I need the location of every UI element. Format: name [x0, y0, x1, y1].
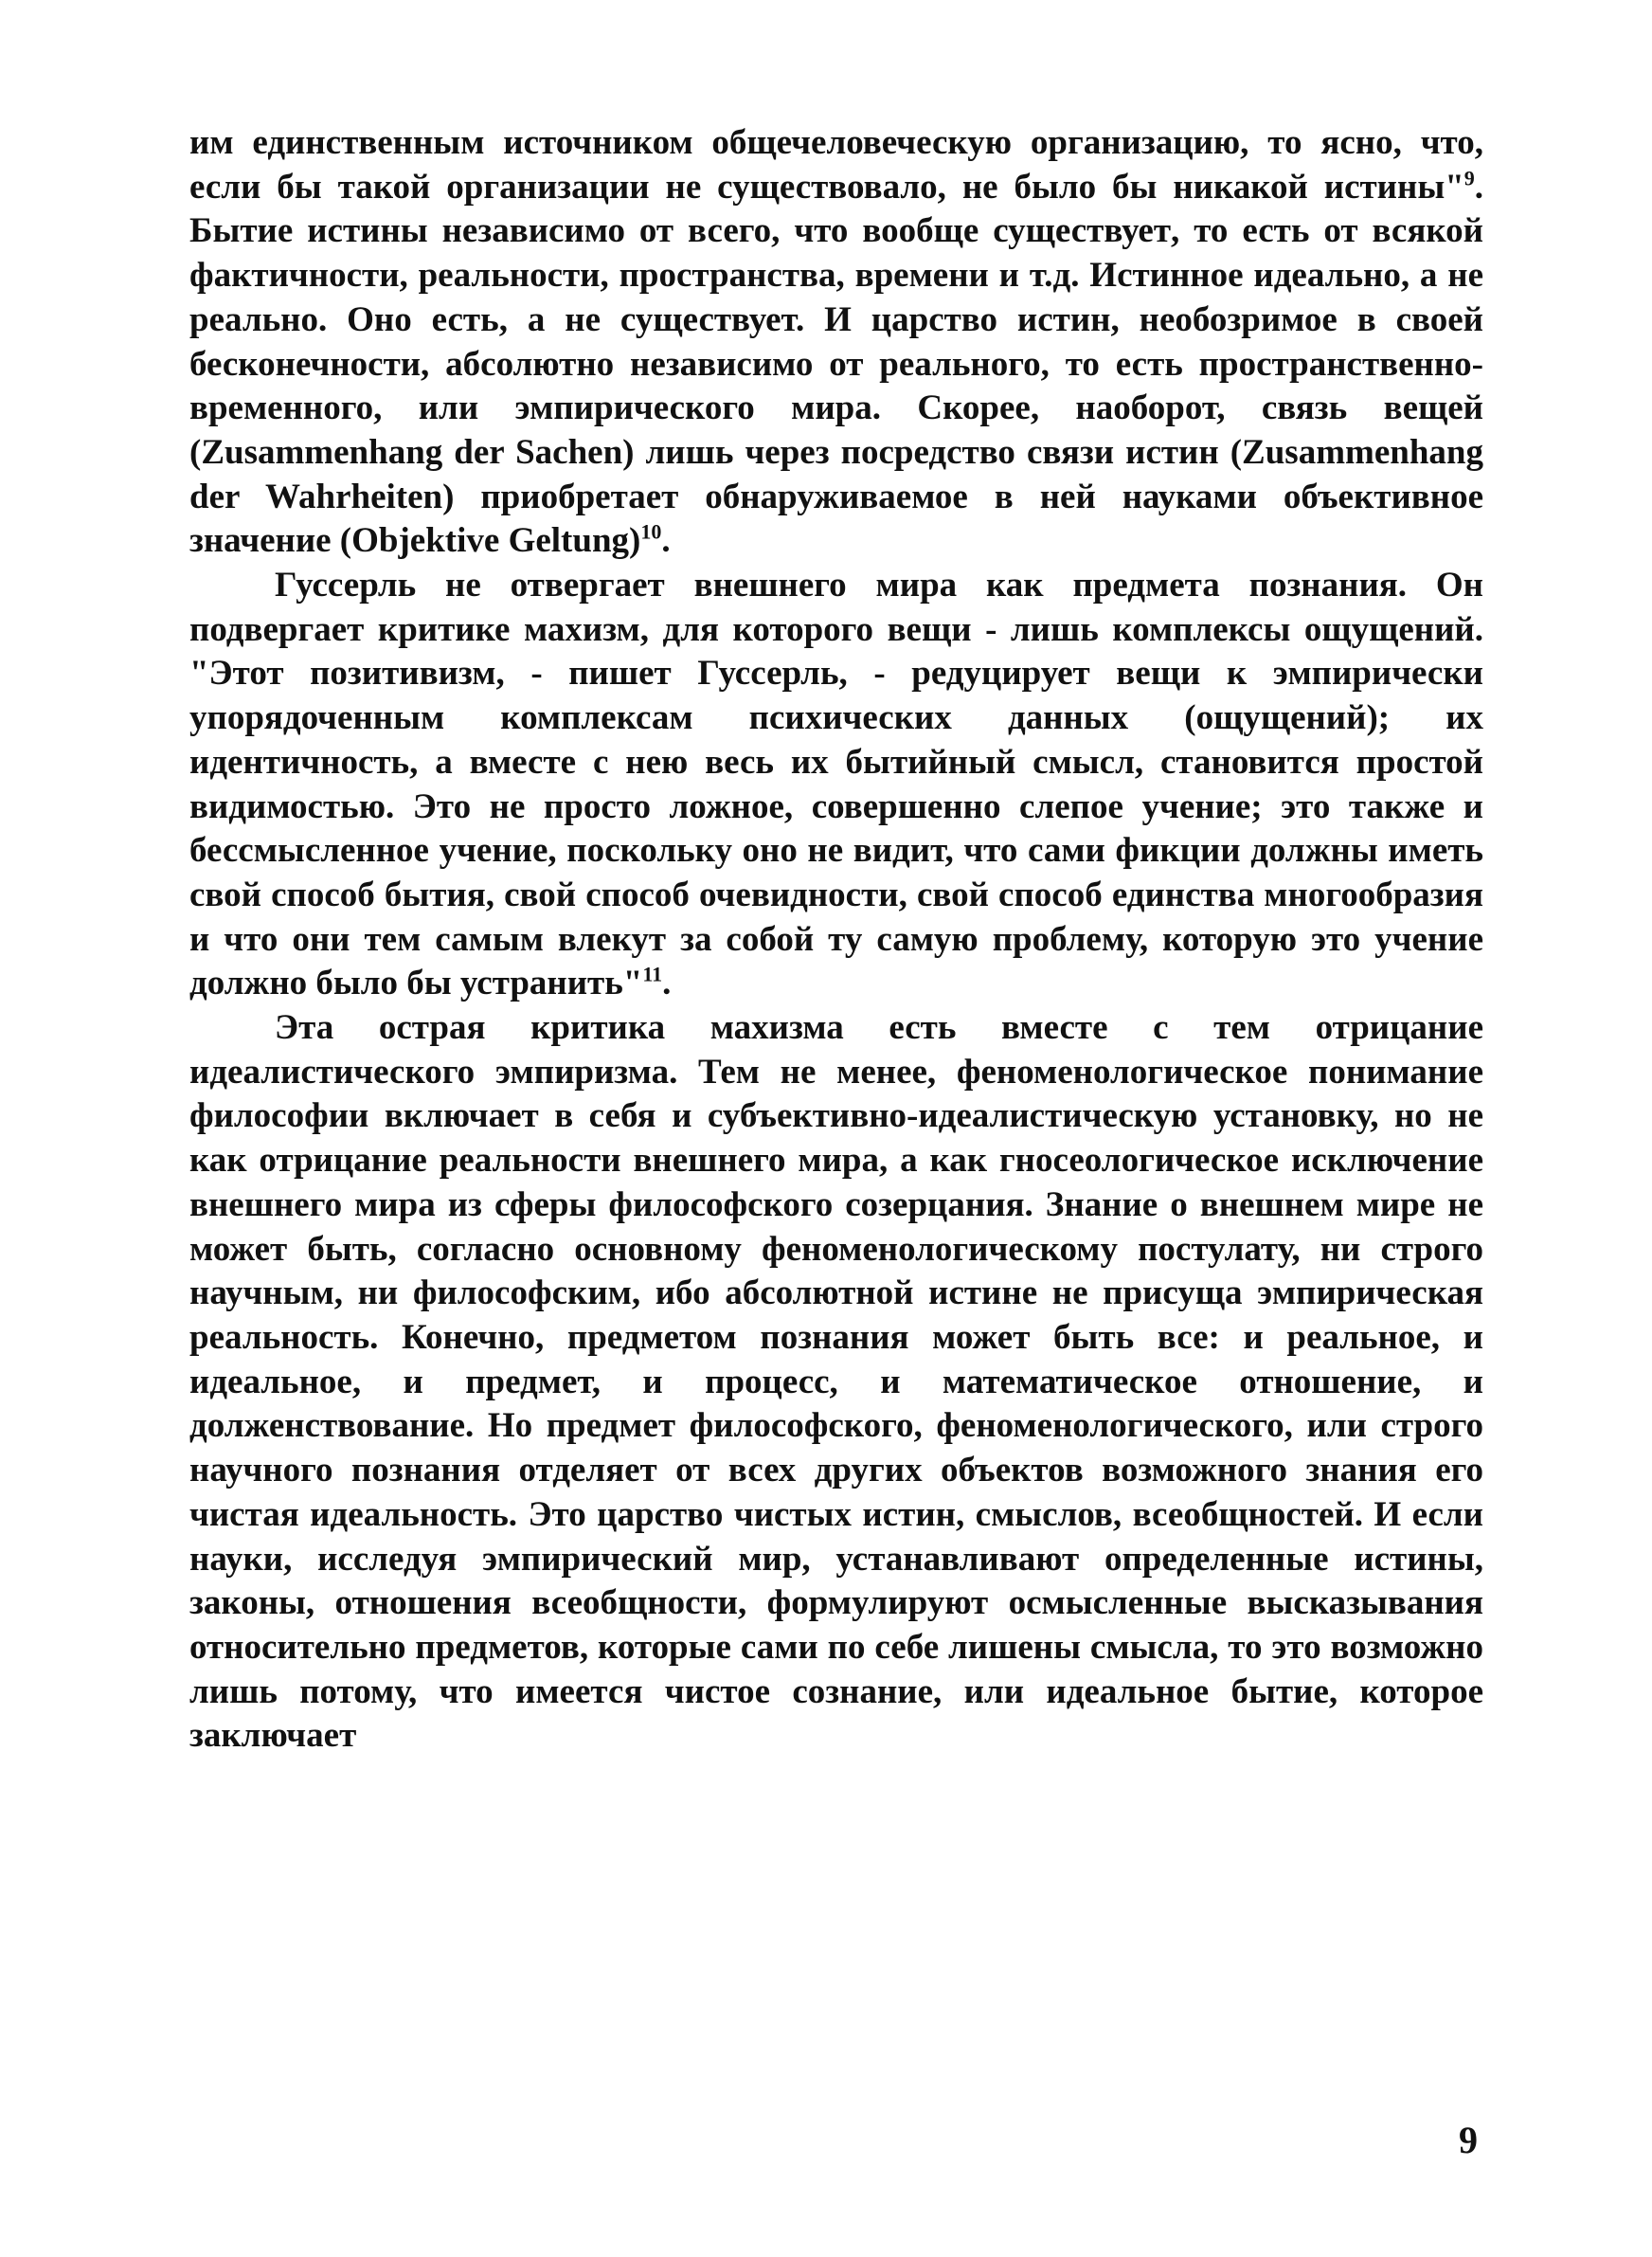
- paragraph: [189, 1006, 1483, 1759]
- body-text: [189, 121, 1483, 1759]
- text-run: . Бытие истины независимо от всего, что вообще: [189, 167, 1483, 251]
- footnote-reference: 9: [1463, 166, 1475, 190]
- text-run: им единственным источником общечеловеческую организацию, то ясно, что, если бы такой организации не существовало, не было бы никакой истины": [189, 123, 1483, 207]
- emphasized-text: связь: [1261, 388, 1348, 428]
- emphasized-text: есть: [431, 299, 499, 339]
- text-run: (Zusammenhang der Wahrheiten) приобретает обнаруживаемое в ней науками объективное значение (Objektive Geltung): [189, 432, 1483, 561]
- page-number: 9: [1459, 2119, 1478, 2161]
- text-run: , то есть от всякой фактичности, реальности, пространства, времени и т.д. Истинное идеально, а не реально. Оно: [189, 211, 1484, 339]
- text-run: .: [661, 521, 671, 561]
- emphasized-text: существует: [993, 211, 1172, 251]
- paragraph: [189, 121, 1483, 564]
- paragraph: [189, 564, 1483, 1006]
- text-run: Гуссерль не отвергает внешнего мира как предмета познания. Он подвергает критике махизм, для которого вещи - лишь комплексы ощущений. "Этот позитивизм, - пишет Гуссерль, - редуцирует вещи к эмпирически упорядоченным комплексам психических данных (ощущений); их идентичность, а вместе с нею весь их бытийный смысл, становится простой видимостью. Это не просто ложное, совершенно слепое учение; это также и бессмысленное учение, поскольку оно не видит, что сами фикции должны иметь свой способ бытия, свой способ очевидности, свой способ единства многообразия и что они тем самым влекут за собой ту самую проблему, которую это учение должно было бы устранить": [189, 566, 1483, 1003]
- text-run: вещей (Zusammenhang der Sachen) лишь через посредство: [189, 388, 1483, 472]
- text-run: .: [662, 964, 672, 1003]
- footnote-reference: 10: [640, 520, 662, 544]
- text-run: Эта острая критика махизма есть вместе с тем отрицание идеалистического эмпиризма. Тем не менее, феноменологическое понимание философии включает в себя и субъективно-идеалистическую установку, но не как отрицание реальности внешнего мира, а как гносеологическое исключение внешнего мира из сферы философского созерцания. Знание о внешнем мире не может быть, согласно основному феноменологическому постулату, ни строго научным, ни философским, ибо абсолютной истине не присуща эмпирическая реальность. Конечно, предметом познания может быть все: и реальное, и идеальное, и предмет, и процесс, и математическое отношение, и долженствование. Но предмет философского, феноменологического, или строго научного познания отделяет от всех других объектов возможного знания его чистая идеальность. Это царство чистых истин, смыслов, всеобщностей. И если науки, исследуя эмпирический мир, устанавливают определенные истины, законы, отношения всеобщности, формулируют осмысленные высказывания относительно предметов, которые сами по себе лишены смысла, то это возможно лишь потому, что имеется чистое сознание, или идеальное бытие, которое заключает: [189, 1008, 1483, 1756]
- emphasized-text: связи истин: [1026, 432, 1219, 472]
- text-run: , а не существует. И царство истин, необозримое в своей бесконечности, абсолютно независимо от реального, то есть пространственно-временного, или эмпирического мира. Скорее, наоборот,: [189, 299, 1483, 428]
- footnote-reference: 11: [642, 963, 663, 987]
